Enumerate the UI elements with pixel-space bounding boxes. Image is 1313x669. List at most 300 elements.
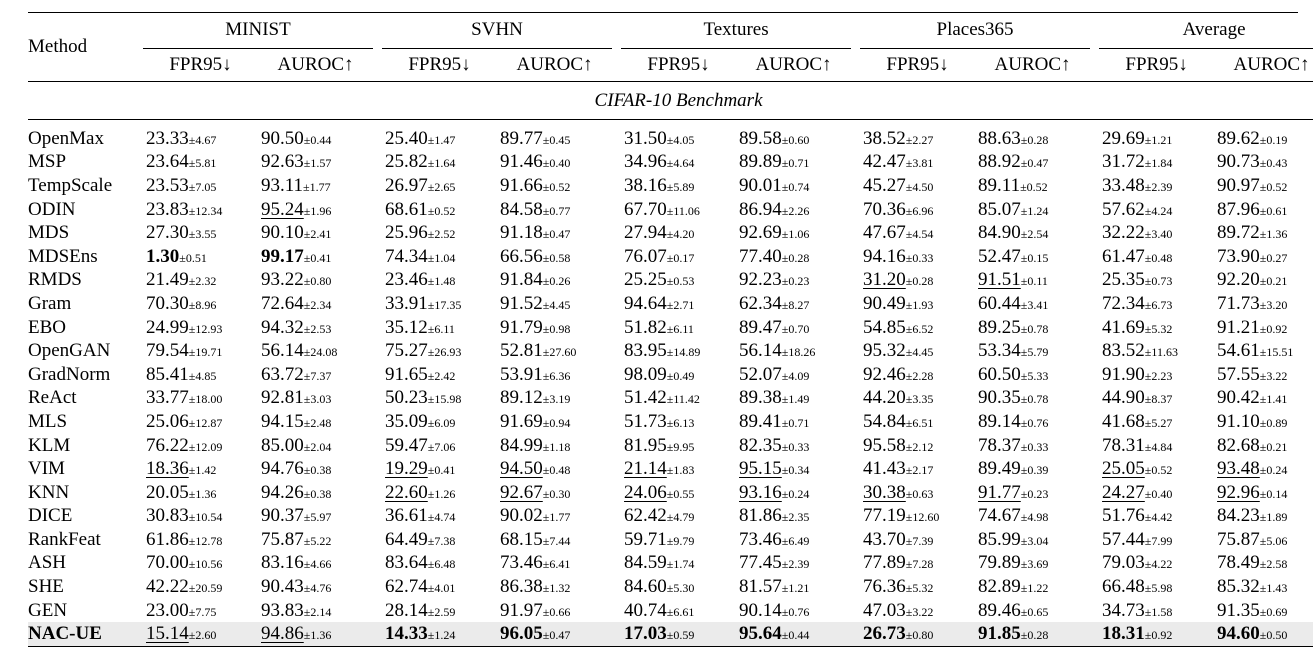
metric-value: 23.33: [146, 127, 189, 149]
fpr95-cell: [621, 434, 736, 458]
metric-value: 85.41: [146, 363, 189, 385]
std-dev: ±2.04: [303, 439, 332, 454]
metric-value: 92.96: [1217, 481, 1260, 503]
metric-value: 45.27: [863, 174, 906, 196]
std-dev: ±6.52: [905, 321, 934, 336]
metric-value: 94.76: [261, 458, 304, 480]
metric-value: 74.67: [978, 505, 1021, 527]
std-dev: ±5.06: [1259, 533, 1288, 548]
metric-value: 90.14: [739, 599, 782, 621]
std-dev: ±3.20: [1259, 297, 1288, 312]
std-dev: ±5.27: [1144, 415, 1173, 430]
std-dev: ±20.59: [188, 581, 223, 596]
method-name: TempScale: [28, 174, 113, 196]
std-dev: ±0.74: [781, 179, 810, 194]
metric-value: 41.68: [1102, 410, 1145, 432]
std-dev: ±1.43: [1259, 581, 1288, 596]
auroc-cell: [736, 198, 851, 222]
metric-value: 53.34: [978, 340, 1021, 362]
std-dev: ±1.57: [303, 156, 332, 171]
metric-value: 90.37: [261, 505, 304, 527]
auroc-cell: [258, 481, 373, 505]
metric-value: 44.90: [1102, 387, 1145, 409]
std-dev: ±1.21: [781, 581, 810, 596]
metric-value: 25.25: [624, 269, 667, 291]
table-row: [28, 481, 1313, 505]
fpr95-cell: [860, 269, 975, 293]
dataset-header-textures: Textures: [703, 19, 769, 40]
std-dev: ±0.21: [1259, 439, 1288, 454]
std-dev: ±0.40: [1144, 486, 1173, 501]
metric-value: 84.90: [978, 222, 1021, 244]
fpr95-cell: [382, 552, 497, 576]
std-dev: ±0.78: [1020, 392, 1049, 407]
std-dev: ±0.50: [1259, 628, 1288, 643]
auroc-cell: [497, 127, 612, 151]
auroc-cell: [736, 221, 851, 245]
auroc-cell: [975, 505, 1090, 529]
metric-value: 31.20: [863, 269, 906, 291]
std-dev: ±0.34: [781, 463, 810, 478]
metric-value: 86.38: [500, 576, 543, 598]
fpr95-cell: [621, 316, 736, 340]
std-dev: ±12.34: [188, 203, 223, 218]
auroc-cell: [258, 575, 373, 599]
auroc-cell: [1214, 174, 1313, 198]
method-header: Method: [28, 35, 88, 57]
fpr95-cell: [143, 622, 258, 646]
auroc-cell: [258, 292, 373, 316]
metric-value: 66.56: [500, 245, 543, 267]
std-dev: ±11.63: [1144, 345, 1178, 360]
std-dev: ±4.05: [666, 132, 695, 147]
std-dev: ±0.52: [1259, 179, 1288, 194]
auroc-cell: [1214, 505, 1313, 529]
metric-header-fpr95: FPR95↓: [1099, 49, 1214, 82]
fpr95-cell: [1099, 387, 1214, 411]
metric-value: 91.66: [500, 174, 543, 196]
metric-value: 22.60: [385, 481, 428, 503]
std-dev: ±4.84: [1144, 439, 1173, 454]
metric-value: 91.69: [500, 410, 543, 432]
metric-value: 38.52: [863, 127, 906, 149]
metric-value: 93.16: [739, 481, 782, 503]
metric-value: 47.03: [863, 599, 906, 621]
metric-value: 81.95: [624, 434, 667, 456]
std-dev: ±6.41: [542, 557, 571, 572]
metric-value: 89.12: [500, 387, 543, 409]
std-dev: ±0.43: [1259, 156, 1288, 171]
metric-value: 89.46: [978, 599, 1021, 621]
std-dev: ±5.79: [1020, 345, 1049, 360]
fpr95-cell: [1099, 575, 1214, 599]
std-dev: ±1.36: [1259, 227, 1288, 242]
std-dev: ±5.81: [188, 156, 217, 171]
fpr95-cell: [382, 622, 497, 646]
std-dev: ±0.39: [1020, 463, 1049, 478]
std-dev: ±4.54: [905, 227, 934, 242]
metric-value: 34.73: [1102, 599, 1145, 621]
metric-value: 99.17: [261, 245, 304, 267]
metric-value: 94.50: [500, 458, 543, 480]
fpr95-cell: [382, 363, 497, 387]
metric-value: 95.15: [739, 458, 782, 480]
std-dev: ±0.11: [1020, 274, 1048, 289]
metric-value: 24.99: [146, 316, 189, 338]
fpr95-cell: [621, 151, 736, 175]
fpr95-cell: [143, 481, 258, 505]
std-dev: ±4.09: [781, 368, 810, 383]
auroc-cell: [736, 505, 851, 529]
std-dev: ±7.99: [1144, 533, 1173, 548]
fpr95-cell: [860, 316, 975, 340]
metric-value: 94.60: [1217, 623, 1260, 645]
std-dev: ±0.40: [542, 156, 571, 171]
fpr95-cell: [143, 528, 258, 552]
std-dev: ±2.60: [188, 628, 217, 643]
fpr95-cell: [621, 174, 736, 198]
auroc-cell: [736, 599, 851, 623]
metric-value: 82.89: [978, 576, 1021, 598]
metric-value: 70.00: [146, 552, 189, 574]
auroc-cell: [497, 457, 612, 481]
std-dev: ±26.93: [427, 345, 462, 360]
std-dev: ±6.73: [1144, 297, 1173, 312]
fpr95-cell: [621, 481, 736, 505]
metric-value: 44.20: [863, 387, 906, 409]
std-dev: ±3.03: [303, 392, 332, 407]
std-dev: ±5.22: [303, 533, 332, 548]
metric-value: 89.11: [978, 174, 1021, 196]
auroc-cell: [497, 575, 612, 599]
fpr95-cell: [382, 410, 497, 434]
std-dev: ±0.80: [303, 274, 332, 289]
std-dev: ±6.13: [666, 415, 695, 430]
method-name: RMDS: [28, 269, 82, 291]
metric-value: 93.22: [261, 269, 304, 291]
fpr95-cell: [1099, 363, 1214, 387]
auroc-cell: [975, 599, 1090, 623]
std-dev: ±0.33: [781, 439, 810, 454]
fpr95-cell: [382, 575, 497, 599]
metric-value: 62.34: [739, 292, 782, 314]
metric-value: 90.10: [261, 222, 304, 244]
table-row: [28, 221, 1313, 245]
metric-value: 83.95: [624, 340, 667, 362]
metric-value: 79.54: [146, 340, 189, 362]
metric-value: 70.30: [146, 292, 189, 314]
metric-value: 26.73: [863, 623, 906, 645]
std-dev: ±17.35: [427, 297, 462, 312]
metric-value: 50.23: [385, 387, 428, 409]
metric-value: 91.18: [500, 222, 543, 244]
std-dev: ±4.76: [303, 581, 332, 596]
std-dev: ±4.64: [666, 156, 695, 171]
fpr95-cell: [382, 339, 497, 363]
std-dev: ±0.19: [1259, 132, 1288, 147]
metric-value: 61.86: [146, 528, 189, 550]
std-dev: ±5.32: [905, 581, 934, 596]
auroc-cell: [736, 292, 851, 316]
metric-value: 41.43: [863, 458, 906, 480]
fpr95-cell: [860, 363, 975, 387]
auroc-cell: [497, 339, 612, 363]
std-dev: ±2.23: [1144, 368, 1173, 383]
fpr95-cell: [860, 387, 975, 411]
auroc-cell: [736, 339, 851, 363]
auroc-cell: [1214, 457, 1313, 481]
metric-value: 77.45: [739, 552, 782, 574]
auroc-cell: [1214, 528, 1313, 552]
std-dev: ±6.61: [666, 604, 695, 619]
metric-value: 35.12: [385, 316, 428, 338]
std-dev: ±2.32: [188, 274, 217, 289]
std-dev: ±4.22: [1144, 557, 1173, 572]
metric-value: 54.85: [863, 316, 906, 338]
metric-value: 91.77: [978, 481, 1021, 503]
table-row: [28, 316, 1313, 340]
metric-value: 33.77: [146, 387, 189, 409]
metric-value: 91.51: [978, 269, 1021, 291]
metric-value: 90.35: [978, 387, 1021, 409]
std-dev: ±1.24: [1020, 203, 1049, 218]
std-dev: ±19.71: [188, 345, 223, 360]
metric-header-auroc: AUROC↑: [1214, 49, 1313, 82]
metric-value: 95.58: [863, 434, 906, 456]
fpr95-cell: [860, 198, 975, 222]
method-name: MSP: [28, 151, 67, 173]
auroc-cell: [258, 457, 373, 481]
std-dev: ±7.28: [905, 557, 934, 572]
metric-value: 90.97: [1217, 174, 1260, 196]
metric-header-fpr95: FPR95↓: [143, 49, 258, 82]
std-dev: ±15.51: [1259, 345, 1294, 360]
fpr95-cell: [382, 481, 497, 505]
std-dev: ±14.89: [666, 345, 701, 360]
auroc-cell: [736, 575, 851, 599]
std-dev: ±1.49: [781, 392, 810, 407]
method-name: MLS: [28, 410, 68, 432]
fpr95-cell: [621, 599, 736, 623]
fpr95-cell: [143, 269, 258, 293]
metric-value: 59.47: [385, 434, 428, 456]
fpr95-cell: [382, 127, 497, 151]
std-dev: ±2.26: [781, 203, 810, 218]
std-dev: ±1.41: [1259, 392, 1288, 407]
metric-value: 89.89: [739, 151, 782, 173]
metric-value: 78.31: [1102, 434, 1145, 456]
auroc-cell: [497, 363, 612, 387]
table-row: [28, 410, 1313, 434]
auroc-cell: [975, 198, 1090, 222]
auroc-cell: [497, 599, 612, 623]
std-dev: ±0.26: [542, 274, 571, 289]
auroc-cell: [258, 316, 373, 340]
dataset-header-row: [28, 12, 1313, 49]
std-dev: ±2.28: [905, 368, 934, 383]
auroc-cell: [1214, 434, 1313, 458]
metric-value: 25.35: [1102, 269, 1145, 291]
auroc-cell: [975, 363, 1090, 387]
auroc-cell: [975, 221, 1090, 245]
std-dev: ±3.22: [905, 604, 934, 619]
std-dev: ±1.96: [303, 203, 332, 218]
table-row: [28, 505, 1313, 529]
fpr95-cell: [1099, 269, 1214, 293]
auroc-cell: [497, 528, 612, 552]
metric-value: 72.34: [1102, 292, 1145, 314]
fpr95-cell: [1099, 552, 1214, 576]
metric-value: 91.46: [500, 151, 543, 173]
metric-value: 42.47: [863, 151, 906, 173]
std-dev: ±6.09: [427, 415, 456, 430]
metric-value: 92.46: [863, 363, 906, 385]
std-dev: ±7.39: [905, 533, 934, 548]
std-dev: ±1.89: [1259, 510, 1288, 525]
auroc-cell: [1214, 245, 1313, 269]
metric-value: 51.76: [1102, 505, 1145, 527]
metric-value: 89.14: [978, 410, 1021, 432]
fpr95-cell: [143, 552, 258, 576]
fpr95-cell: [860, 599, 975, 623]
std-dev: ±11.06: [666, 203, 700, 218]
std-dev: ±12.78: [188, 533, 223, 548]
std-dev: ±1.58: [1144, 604, 1173, 619]
metric-value: 91.85: [978, 623, 1021, 645]
metric-value: 42.22: [146, 576, 189, 598]
std-dev: ±5.30: [666, 581, 695, 596]
metric-value: 89.72: [1217, 222, 1260, 244]
std-dev: ±10.56: [188, 557, 223, 572]
auroc-cell: [497, 481, 612, 505]
metric-value: 60.44: [978, 292, 1021, 314]
std-dev: ±4.98: [1020, 510, 1049, 525]
auroc-cell: [736, 552, 851, 576]
auroc-cell: [258, 363, 373, 387]
std-dev: ±3.22: [1259, 368, 1288, 383]
method-name: NAC-UE: [28, 622, 143, 646]
std-dev: ±8.37: [1144, 392, 1173, 407]
metric-value: 76.36: [863, 576, 906, 598]
metric-value: 75.87: [261, 528, 304, 550]
table-row: [28, 552, 1313, 576]
fpr95-cell: [143, 457, 258, 481]
fpr95-cell: [621, 245, 736, 269]
auroc-cell: [975, 622, 1090, 646]
std-dev: ±7.75: [188, 604, 217, 619]
std-dev: ±4.50: [905, 179, 934, 194]
std-dev: ±0.28: [905, 274, 934, 289]
metric-value: 56.14: [739, 340, 782, 362]
fpr95-cell: [382, 599, 497, 623]
auroc-cell: [258, 198, 373, 222]
method-name: GradNorm: [28, 363, 111, 385]
auroc-cell: [975, 245, 1090, 269]
metric-value: 95.64: [739, 623, 782, 645]
table-row: [28, 339, 1313, 363]
auroc-cell: [1214, 221, 1313, 245]
metric-value: 95.24: [261, 198, 304, 220]
fpr95-cell: [143, 292, 258, 316]
metric-value: 1.30: [146, 245, 180, 267]
metric-value: 32.22: [1102, 222, 1145, 244]
std-dev: ±1.74: [666, 557, 695, 572]
std-dev: ±0.89: [1259, 415, 1288, 430]
fpr95-cell: [382, 292, 497, 316]
dataset-header-places365: Places365: [936, 19, 1014, 40]
fpr95-cell: [143, 505, 258, 529]
metric-value: 83.64: [385, 552, 428, 574]
metric-value: 23.46: [385, 269, 428, 291]
fpr95-cell: [143, 410, 258, 434]
fpr95-cell: [621, 457, 736, 481]
table-row: [28, 151, 1313, 175]
metric-value: 90.49: [863, 292, 906, 314]
fpr95-cell: [382, 505, 497, 529]
std-dev: ±0.15: [1020, 250, 1049, 265]
std-dev: ±0.58: [542, 250, 571, 265]
metric-value: 85.99: [978, 528, 1021, 550]
auroc-cell: [497, 316, 612, 340]
std-dev: ±4.66: [303, 557, 332, 572]
metric-value: 71.73: [1217, 292, 1260, 314]
dataset-header-svhn: SVHN: [471, 19, 523, 40]
fpr95-cell: [382, 457, 497, 481]
auroc-cell: [736, 410, 851, 434]
std-dev: ±2.48: [303, 415, 332, 430]
auroc-cell: [975, 481, 1090, 505]
table-row: [28, 174, 1313, 198]
metric-value: 68.15: [500, 528, 543, 550]
fpr95-cell: [860, 245, 975, 269]
fpr95-cell: [143, 599, 258, 623]
std-dev: ±0.44: [303, 132, 332, 147]
std-dev: ±0.45: [542, 132, 571, 147]
std-dev: ±1.36: [303, 628, 332, 643]
auroc-cell: [736, 363, 851, 387]
fpr95-cell: [621, 575, 736, 599]
metric-value: 91.79: [500, 316, 543, 338]
method-name: ASH: [28, 552, 67, 574]
metric-value: 36.61: [385, 505, 428, 527]
std-dev: ±1.84: [1144, 156, 1173, 171]
std-dev: ±1.83: [666, 463, 695, 478]
fpr95-cell: [1099, 622, 1214, 646]
std-dev: ±0.98: [542, 321, 571, 336]
fpr95-cell: [860, 292, 975, 316]
auroc-cell: [497, 505, 612, 529]
metric-value: 73.46: [500, 552, 543, 574]
fpr95-cell: [143, 363, 258, 387]
std-dev: ±0.17: [666, 250, 695, 265]
auroc-cell: [497, 552, 612, 576]
metric-value: 61.47: [1102, 245, 1145, 267]
std-dev: ±9.95: [666, 439, 695, 454]
fpr95-cell: [382, 221, 497, 245]
fpr95-cell: [143, 575, 258, 599]
std-dev: ±4.42: [1144, 510, 1173, 525]
metric-value: 77.89: [863, 552, 906, 574]
metric-value: 94.15: [261, 410, 304, 432]
std-dev: ±0.51: [179, 250, 207, 265]
fpr95-cell: [382, 387, 497, 411]
std-dev: ±0.23: [1020, 486, 1049, 501]
auroc-cell: [736, 528, 851, 552]
auroc-cell: [497, 387, 612, 411]
std-dev: ±0.61: [1259, 203, 1288, 218]
fpr95-cell: [143, 434, 258, 458]
std-dev: ±5.98: [1144, 581, 1173, 596]
